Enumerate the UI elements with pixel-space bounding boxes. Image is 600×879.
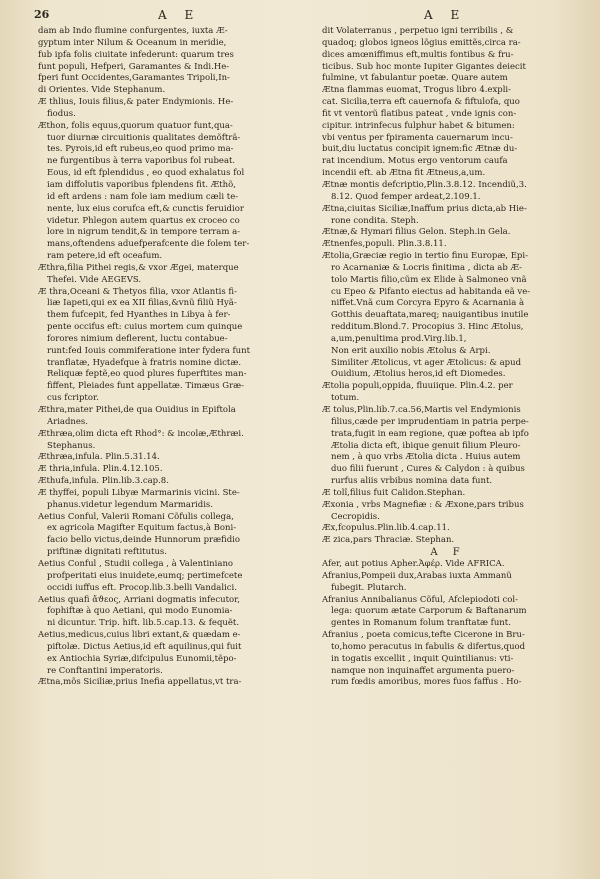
page-number: 26 xyxy=(34,8,50,21)
text-line: tuor diurnæ circuitionis qualitates demõftrã- xyxy=(47,132,241,143)
text-line: Ætolia populi,oppida, fluuiique. Plin.4.2. per xyxy=(322,381,513,392)
text-line: to,homo peracutus in fabulis & difertus,quod xyxy=(331,641,526,652)
text-line: fiodus. xyxy=(47,108,76,119)
text-line: Ætolia,Græciæ regio in tertio finu Europæ, Epi- xyxy=(322,251,528,262)
text-line: gyptum inter Nilum & Oceanum in meridie, xyxy=(38,37,227,48)
text-line: forores nimium deflerent, luctu contabue- xyxy=(47,333,228,344)
text-line: ro Acarnaniæ & Locris finitima , dicta ab Æ- xyxy=(331,262,523,273)
text-line: fubegit. Plutarch. xyxy=(331,582,407,593)
running-head-right: A E xyxy=(424,8,467,22)
text-line: Æthræa,infula. Plin.5.31.14. xyxy=(38,452,160,463)
text-line: rurfus aliis vrbibus nomina data funt. xyxy=(331,476,493,487)
text-line: fulmine, vt fabulantur poetæ. Quare autem xyxy=(322,73,508,84)
text-line: ne furgentibus à terra vaporibus fol rubeat. xyxy=(47,156,236,167)
text-line: ex Antiochia Syriæ,difcipulus Eunomii,tẽpo- xyxy=(47,653,237,664)
text-line: filius,cæde per imprudentiam in patria perpe- xyxy=(331,416,529,427)
text-line: fub ipfa folis ciuitate infederunt: quarum tres xyxy=(38,49,234,60)
page-header xyxy=(0,8,600,24)
text-line: Aetius Conful, Valerii Romani Cõfulis collega, xyxy=(38,511,234,522)
text-line: Afer, aut potius Apher.Ἀφέρ. Vide AFRICA. xyxy=(322,558,505,569)
text-line: tes. Pyrois,id eft rubeus,eo quod primo ma- xyxy=(47,144,234,155)
text-line: Ætnæ montis defcriptio,Plin.3.8.12. Incendiũ,3. xyxy=(322,179,527,190)
text-line: Ætna,mõs Siciliæ,prius Inefia appellatus,vt tra- xyxy=(38,677,242,688)
text-line: Gotthis deuaftata,mareq; nauigantibus inutile xyxy=(331,310,529,321)
text-line: niffet.Vnã cum Corcyra Epyro & Acarnania à xyxy=(331,298,525,309)
text-line: Æ zica,pars Thraciæ. Stephan. xyxy=(322,535,455,546)
text-line: rum fœdis amoribus, mores fuos faffus . Ho- xyxy=(331,677,522,688)
text-line: Reliquæ feptẽ,eo quod plures fuperftites man- xyxy=(47,369,247,380)
text-line: Ariadnes. xyxy=(47,416,88,427)
text-line: vbi ventus per fpiramenta cauernarum incu- xyxy=(322,132,513,143)
text-line: Ætna,ciuitas Siciliæ,Inaffum prius dicta,ab Hie- xyxy=(322,203,527,214)
text-line: occidi iuffus eft. Procop.lib.3.belli Vandalici. xyxy=(47,582,237,593)
text-line: Aetius quafi ἄϑεος, Arriani dogmatis infecutor, xyxy=(38,594,240,605)
text-line: id eft ardens : nam fole iam medium cæli te- xyxy=(47,191,239,202)
text-line: Æxonia , vrbs Magnefiæ : & Æxone,pars tribus xyxy=(322,499,524,510)
text-line: cat. Sicilia,terra eft cauernofa & fiftulofa, quo xyxy=(322,97,520,108)
text-line: Aetius,medicus,cuius libri extant,& quædam e- xyxy=(38,630,241,641)
text-line: fiffent, Pleiades funt appellatæ. Timæus Græ- xyxy=(47,381,245,392)
text-line: lega: quorum ætate Carporum & Baftanarum xyxy=(331,606,527,617)
text-line: liæ Iapeti,qui ex ea XII filias,&vnũ filiũ Hyã- xyxy=(47,298,237,309)
text-line: runt:fed Iouis commiferatione inter fydera funt xyxy=(47,345,250,356)
text-line: cipitur. intrinfecus fulphur habet & bitumen: xyxy=(322,120,515,131)
text-line: re Conftantini imperatoris. xyxy=(47,665,163,676)
text-line: tolo Martis filio,cũm ex Elide à Salmoneo vnã xyxy=(331,274,527,285)
text-line: dam ab Indo flumine confurgentes, iuxta Æ- xyxy=(38,26,228,36)
text-line: Thefei. Vide AEGEVS. xyxy=(47,274,142,285)
text-line: Afranius Annibalianus Cõful, Afclepiodoti col- xyxy=(322,594,518,605)
text-line: Ætna flammas euomat, Trogus libro 4.expli- xyxy=(322,85,512,96)
text-line: Æthra,filia Pithei regis,& vxor Ægei, materque xyxy=(38,262,239,273)
text-line: Afranius , poeta comicus,tefte Cicerone in Bru- xyxy=(322,630,525,641)
text-line: Aetius Conful , Studii collega , à Valentiniano xyxy=(38,558,234,569)
text-line: nem , à quo vrbs Ætolia dicta . Huius autem xyxy=(331,452,521,463)
text-line: pente occifus eft: cuius mortem cum quinque xyxy=(47,322,243,333)
text-line: funt populi, Hefperi, Garamantes & Indi.He- xyxy=(38,61,230,72)
text-line: Æ thlius, Iouis filius,& pater Endymionis. He- xyxy=(38,97,234,108)
text-line: ticibus. Sub hoc monte Iupiter Gigantes deiecit xyxy=(322,61,526,72)
text-line: rone condita. Steph. xyxy=(331,215,419,226)
text-line: phanus.videtur legendum Marmaridis. xyxy=(47,499,213,510)
text-line: videtur. Phlegon autem quartus ex croceo co xyxy=(47,215,240,226)
text-line: 8.12. Quod femper ardeat,2.109.1. xyxy=(331,191,481,202)
text-line: Ætnæ,& Hymari filius Gelon. Steph.in Gela. xyxy=(322,227,511,238)
text-line: Æx,fcopulus.Plin.lib.4.cap.11. xyxy=(322,523,450,534)
text-line: iam diffolutis vaporibus fplendens fit. Æthõ, xyxy=(47,179,236,190)
text-line: totum. xyxy=(331,393,360,404)
text-line: ex agricola Magifter Equitum factus,à Boni- xyxy=(47,523,237,534)
text-line: Afranius,Pompeii dux,Arabas iuxta Ammanũ xyxy=(322,570,512,581)
text-line: ni dicuntur. Trip. hift. lib.5.cap.13. & fequẽt. xyxy=(47,618,240,629)
text-line: cu Epeo & Pifanto eiectus ad habitanda eã ve- xyxy=(331,286,531,297)
text-line: Stephanus. xyxy=(47,440,96,451)
text-line: Ouidium, Ætolius heros,id eft Diomedes. xyxy=(331,369,506,380)
text-line: profperitati eius inuidete,eumq; pertimefcete xyxy=(47,570,243,581)
text-line: dit Volaterranus , perpetuo igni terribilis , & xyxy=(322,26,514,36)
text-line: fit vt ventorũ flatibus pateat , vnde ignis con- xyxy=(322,108,517,119)
text-line: tranflatæ, Hyadefque à fratris nomine dictæ. xyxy=(47,357,242,368)
text-line: Ætnenfes,populi. Plin.3.8.11. xyxy=(322,239,447,250)
text-line: lore in nigrum tendit,& in tempore terram a- xyxy=(47,227,241,238)
running-head-left: A E xyxy=(158,8,201,22)
text-line: Similiter Ætolicus, vt ager Ætolicus: & apud xyxy=(331,357,522,368)
text-line: redditum.Blond.7. Procopius 3. Hinc Ætolus, xyxy=(331,322,524,333)
text-line: Æthufa,infula. Plin.lib.3.cap.8. xyxy=(38,476,169,487)
text-line: trata,fugit in eam regione, quæ poftea ab ipfo xyxy=(331,428,529,439)
text-line: Æ tolî,filius fuit Calidon.Stephan. xyxy=(322,487,466,498)
text-line: duo filii fuerunt , Cures & Calydon : à quibus xyxy=(331,464,525,475)
text-line: rat incendium. Motus ergo ventorum caufa xyxy=(322,156,508,167)
text-line: Æthræa,olim dicta eft Rhod°: & incolæ,Æthræi. xyxy=(38,428,244,439)
text-line: Non erit auxilio nobis Ætolus & Arpi. xyxy=(331,345,491,356)
text-line: mans,oftendens aduefperafcente die folem ter- xyxy=(47,239,250,250)
text-line: fophiftæ à quo Aetiani, qui modo Eunomia- xyxy=(47,606,233,617)
text-line: incendii eft. ab Ætna fit Ætneus,a,um. xyxy=(322,168,486,179)
text-line: facio bello victus,deinde Hunnorum præfidio xyxy=(47,535,241,546)
text-line: cus fcriptor. xyxy=(47,393,99,404)
text-line: piftolæ. Dictus Aetius,id eft aquilinus,qui fuit xyxy=(47,641,242,652)
text-line: Æ thria,infula. Plin.4.12.105. xyxy=(38,464,163,475)
text-line: Æthra,mater Pithei,de qua Ouidius in Epiftola xyxy=(38,405,236,415)
section-heading: A F xyxy=(430,547,466,559)
text-line: Cecropidis. xyxy=(331,511,380,522)
text-line: buit,diu luctatus concipit ignem:fic Ætnæ du- xyxy=(322,144,518,155)
text-line: Eous, id eft fplendidus , eo quod exhalatus fol xyxy=(47,168,245,179)
text-line: Æ tolus,Plin.lib.7.ca.56,Martis vel Endymionis xyxy=(322,405,521,415)
text-line: fperi funt Occidentes,Garamantes Tripoli,In- xyxy=(38,73,230,84)
text-line: Æ thra,Oceani & Thetyos filia, vxor Atlantis fi- xyxy=(38,286,237,297)
text-line: Æthon, folis equus,quorum quatuor funt,qua- xyxy=(38,120,233,131)
left-column xyxy=(38,26,290,689)
text-line: a,um,penultima prod.Virg.lib.1, xyxy=(331,333,467,344)
text-line: Ætolia dicta eft, ibique genuit filium Pleuro- xyxy=(331,440,521,451)
text-line: Æ thyffei, populi Libyæ Marmarinis vicini. Ste- xyxy=(38,487,240,498)
text-line: gentes in Romanum folum tranftatæ funt. xyxy=(331,618,511,629)
text-line: quadoq; globos igneos lõgius emittẽs,circa ra- xyxy=(322,37,521,48)
text-line: namque non inquinaffet argumenta puero- xyxy=(331,665,515,676)
right-column xyxy=(322,26,574,689)
text-line: them fufcepit, fed Hyanthes in Libya à fer- xyxy=(47,310,231,321)
text-line: nente, lux eius corufca eft,& cunctis feruidior xyxy=(47,203,244,214)
text-line: di Orientes. Vide Stephanum. xyxy=(38,85,166,96)
text-line: in togatis excellit , inquit Quintilianus: vti- xyxy=(331,653,514,664)
text-line: priftinæ dignitati reftitutus. xyxy=(47,547,168,558)
text-line: ram petere,id eft oceafum. xyxy=(47,251,163,262)
text-line: dices amœniffimus eft,multis fontibus & fru- xyxy=(322,49,514,60)
